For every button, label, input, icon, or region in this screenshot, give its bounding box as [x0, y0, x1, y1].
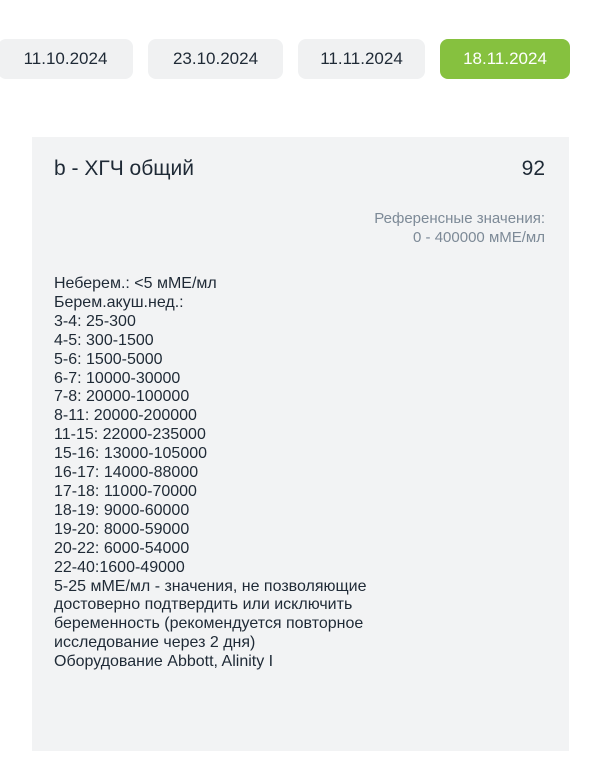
note-line: 4-5: 300-1500	[54, 331, 154, 349]
date-tabs	[0, 39, 600, 79]
date-tab-11-10-2024[interactable]: 11.10.2024	[0, 39, 133, 79]
reference-range: 0 - 400000 мМЕ/мл	[413, 229, 545, 246]
note-line: достоверно подтвердить или исключить	[54, 596, 353, 614]
note-line: 19-20: 8000-59000	[54, 520, 190, 538]
note-line: 18-19: 9000-60000	[54, 501, 190, 519]
note-line: 5-25 мМЕ/мл - значения, не позволяющие	[54, 577, 367, 595]
test-name: b - ХГЧ общий	[54, 157, 194, 180]
note-line: 20-22: 6000-54000	[54, 539, 190, 557]
test-result-value: 92	[521, 157, 545, 180]
note-line: беременность (рекомендуется повторное	[54, 615, 364, 633]
note-line: исследование через 2 дня)	[54, 634, 256, 652]
note-line: 8-11: 20000-200000	[54, 407, 197, 425]
note-line: Оборудование Abbott, Alinity I	[54, 653, 274, 671]
note-line: 17-18: 11000-70000	[54, 482, 197, 500]
note-line: Берем.акуш.нед.:	[54, 293, 184, 311]
note-line: 15-16: 13000-105000	[54, 445, 208, 463]
note-line: 22-40:1600-49000	[54, 558, 185, 576]
note-line: 3-4: 25-300	[54, 312, 136, 330]
note-line: 5-6: 1500-5000	[54, 350, 163, 368]
test-notes	[54, 275, 534, 672]
reference-values	[374, 209, 545, 247]
note-line: Неберем.: <5 мМЕ/мл	[54, 275, 217, 292]
note-line: 11-15: 22000-235000	[54, 426, 206, 444]
note-line: 6-7: 10000-30000	[54, 369, 181, 387]
result-card	[32, 137, 569, 751]
date-tab-18-11-2024-selected[interactable]: 18.11.2024	[440, 39, 570, 79]
date-tab-11-11-2024[interactable]: 11.11.2024	[298, 39, 425, 79]
date-tab-23-10-2024[interactable]: 23.10.2024	[148, 39, 283, 79]
note-line: 16-17: 14000-88000	[54, 464, 199, 482]
reference-label: Референсные значения:	[374, 210, 545, 227]
note-line: 7-8: 20000-100000	[54, 388, 190, 406]
